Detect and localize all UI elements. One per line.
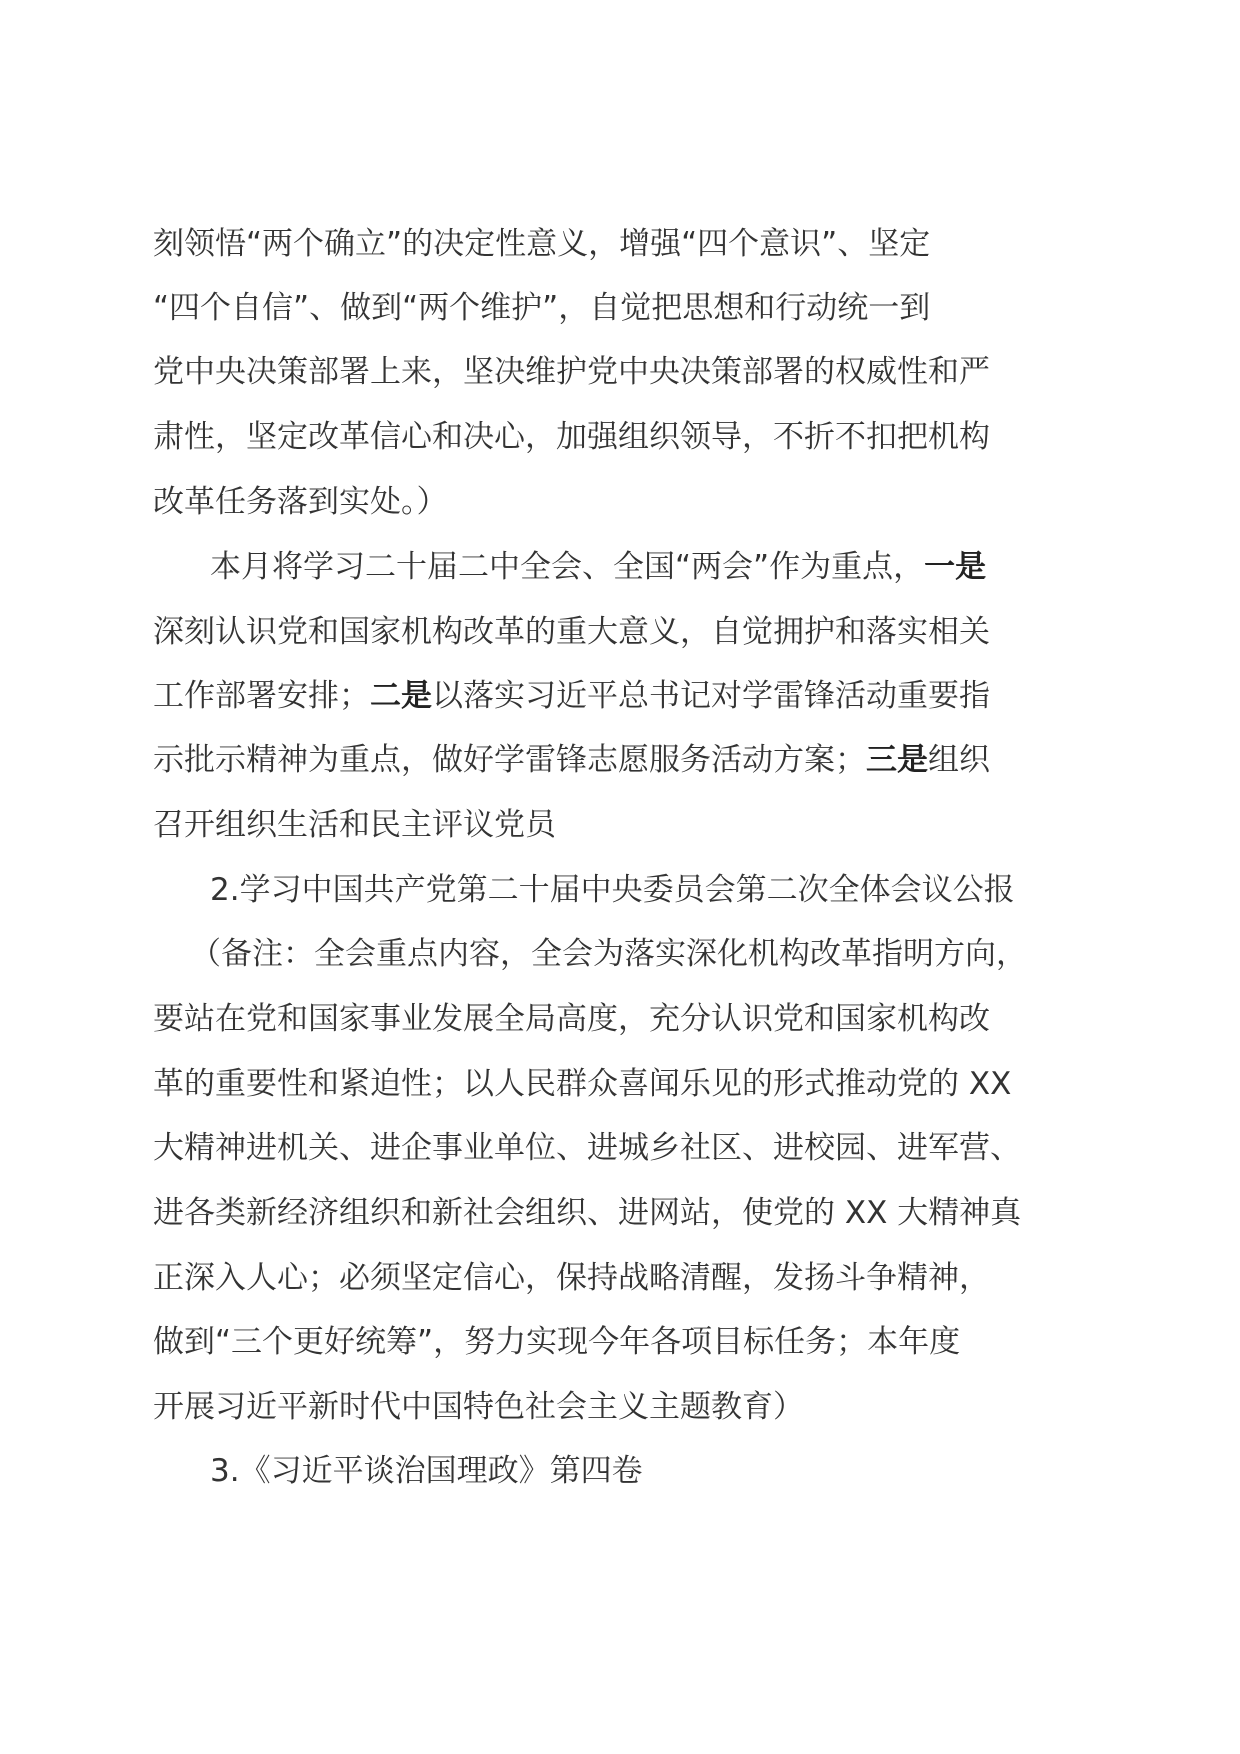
paragraph-line: 进各类新经济组织和新社会组织、进网站，使党的 XX 大精神真	[153, 1195, 1022, 1231]
paragraph-line: “四个自信”、做到“两个维护”，自觉把思想和行动统一到	[153, 290, 931, 326]
paragraph-line: 做到“三个更好统筹”，努力实现今年各项目标任务；本年度	[153, 1324, 961, 1360]
paragraph-line: 刻领悟“两个确立”的决定性意义，增强“四个意识”、坚定	[153, 226, 931, 262]
bold-marker: 二是	[370, 678, 432, 714]
paragraph-line: 改革任务落到实处。）	[153, 484, 448, 520]
paragraph-line: 大精神进机关、进企事业单位、进城乡社区、进校园、进军营、	[153, 1130, 1021, 1166]
text-span: 工作部署安排；	[153, 678, 370, 714]
paragraph-line: （备注：全会重点内容，全会为落实深化机构改革指明方向，	[190, 936, 1027, 972]
paragraph-line: 党中央决策部署上来，坚决维护党中央决策部署的权威性和严	[153, 354, 990, 390]
bold-marker: 一是	[924, 549, 987, 585]
item-heading: 2.学习中国共产党第二十届中央委员会第二次全体会议公报	[210, 872, 1015, 908]
paragraph-line: 要站在党和国家事业发展全局高度，充分认识党和国家机构改	[153, 1001, 990, 1037]
paragraph-line	[210, 547, 986, 587]
paragraph-line: 召开组织生活和民主评议党员	[153, 807, 556, 843]
paragraph-line: 正深入人心；必须坚定信心，保持战略清醒，发扬斗争精神，	[153, 1260, 990, 1296]
paragraph-line: 深刻认识党和国家机构改革的重大意义，自觉拥护和落实相关	[153, 614, 990, 650]
paragraph-line: 革的重要性和紧迫性；以人民群众喜闻乐见的形式推动党的 XX	[153, 1066, 1012, 1102]
text-span: 组织	[928, 742, 990, 778]
text-span: 本月将学习二十届二中全会、全国“两会”作为重点，	[210, 549, 925, 585]
text-span: 示批示精神为重点，做好学雷锋志愿服务活动方案；	[153, 742, 866, 778]
text-span: 以落实习近平总书记对学雷锋活动重要指	[432, 678, 990, 714]
paragraph-line	[153, 676, 990, 716]
item-heading: 3.《习近平谈治国理政》第四卷	[210, 1453, 643, 1489]
paragraph-line: 开展习近平新时代中国特色社会主义主题教育）	[153, 1389, 804, 1425]
paragraph-line: 肃性，坚定改革信心和决心，加强组织领导，不折不扣把机构	[153, 419, 990, 455]
paragraph-line	[153, 740, 990, 780]
bold-marker: 三是	[866, 742, 928, 778]
